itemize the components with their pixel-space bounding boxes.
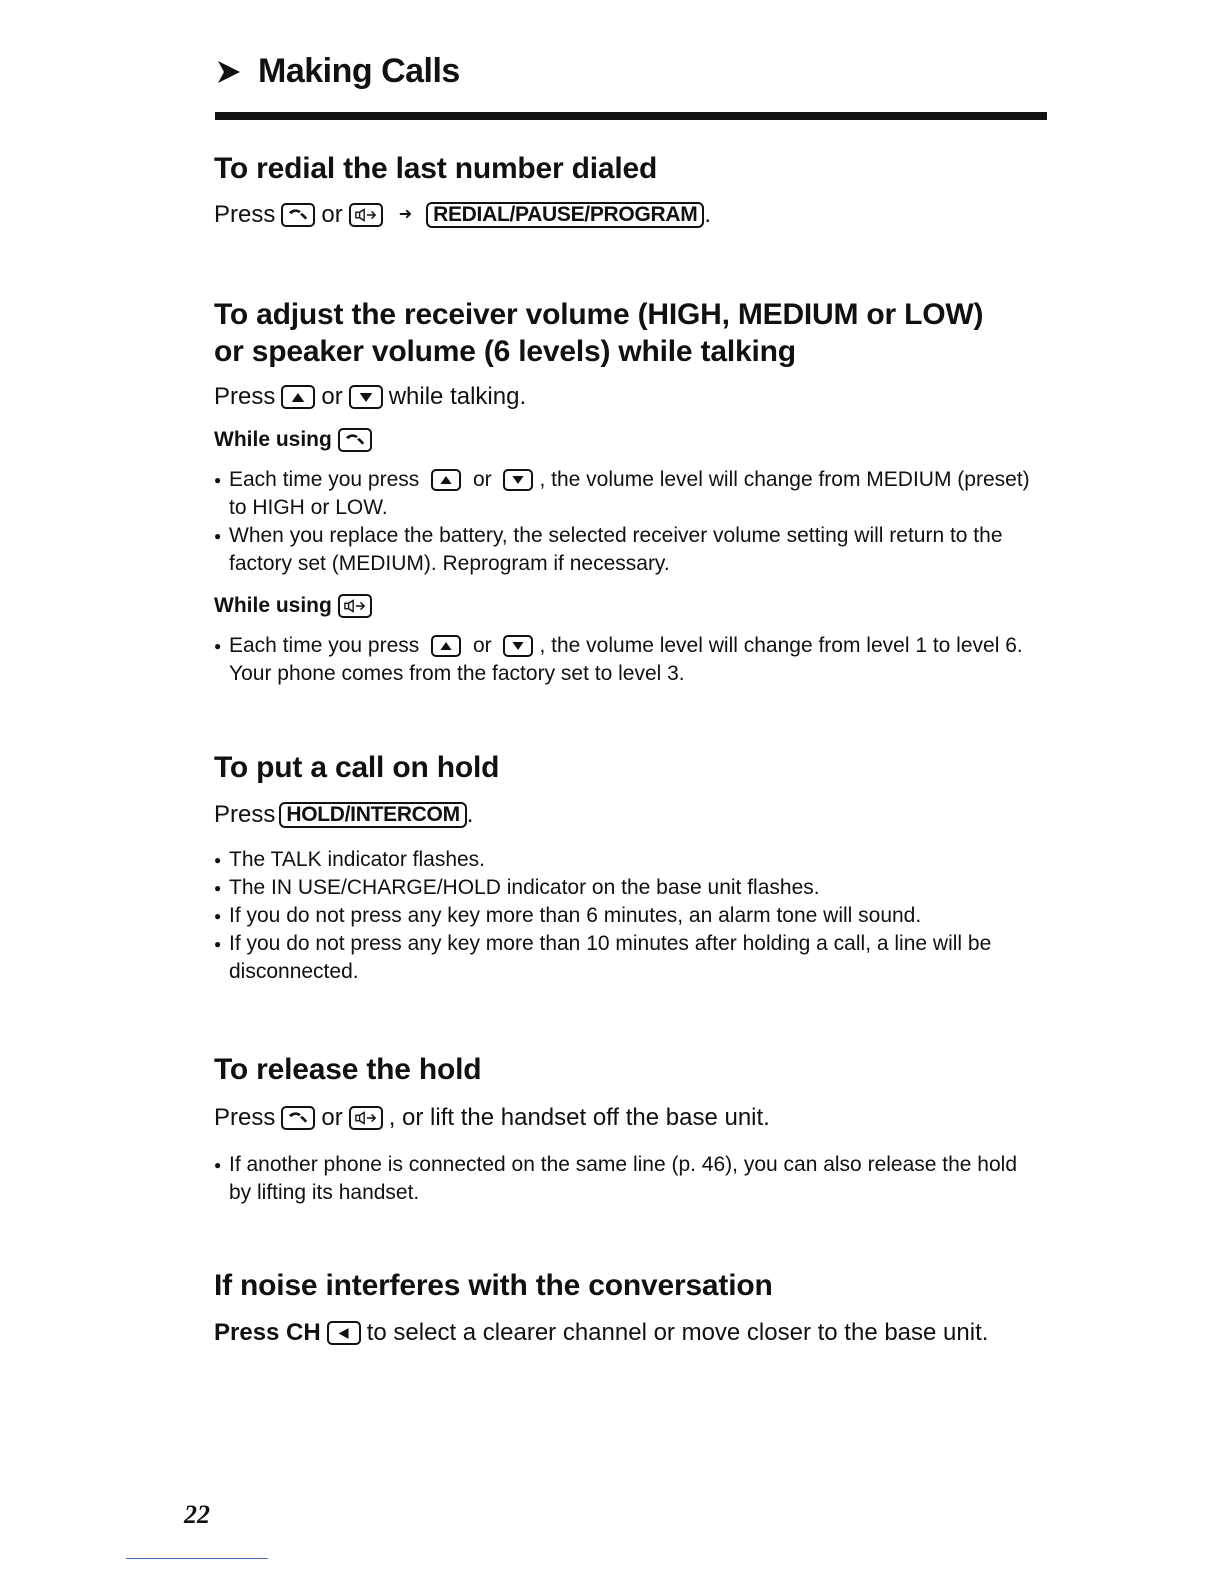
- volume-instruction: [214, 382, 526, 412]
- tail-text: , or lift the handset off the base unit.: [388, 1104, 770, 1131]
- volume-up-key-icon: [431, 469, 461, 491]
- press-text: Press: [214, 801, 276, 828]
- tail-text: while talking.: [388, 383, 527, 410]
- hold-intercom-key-label: HOLD/INTERCOM: [279, 802, 466, 828]
- or-text: or: [472, 634, 492, 657]
- while-using-label: While using: [214, 428, 332, 451]
- footer-line: [126, 1558, 268, 1559]
- release-instruction: [214, 1103, 770, 1133]
- end-text: .: [466, 801, 474, 828]
- talk-key-icon: [338, 428, 372, 452]
- or-text: or: [472, 468, 492, 491]
- hold-notes: [214, 846, 1044, 986]
- redial-heading: To redial the last number dialed: [214, 152, 658, 185]
- press-text: Press: [214, 1104, 276, 1131]
- channel-key-icon: [327, 1321, 361, 1345]
- while-using-label: While using: [214, 594, 332, 617]
- redial-key-label: REDIAL/PAUSE/PROGRAM: [426, 202, 704, 228]
- bullet-text: , the volume level will change from MEDIUM (preset) to HIGH or LOW.: [229, 468, 1030, 519]
- bullet-text: Each time you press: [229, 468, 420, 491]
- volume-down-key-icon: [503, 469, 533, 491]
- speaker-key-icon: [349, 203, 383, 227]
- hold-heading: To put a call on hold: [214, 751, 500, 784]
- speaker-key-icon: [338, 594, 372, 618]
- volume-down-key-icon: [349, 385, 383, 409]
- while-using-speaker: [214, 594, 378, 618]
- talk-key-icon: [281, 203, 315, 227]
- page-header: [216, 52, 460, 91]
- page-number: 22: [184, 1500, 210, 1529]
- hold-instruction: [214, 800, 473, 830]
- tail-text: to select a clearer channel or move closer to the base unit.: [366, 1319, 989, 1346]
- list-item: ● The TALK indicator flashes.: [214, 846, 1044, 874]
- list-item: ● If you do not press any key more than 6 minutes, an alarm tone will sound.: [214, 902, 1044, 930]
- volume-up-key-icon: [431, 635, 461, 657]
- bullet-text: Each time you press: [229, 634, 420, 657]
- or-text: or: [321, 1104, 343, 1131]
- list-item: ● If you do not press any key more than 10 minutes after holding a call, a line will be disconnected.: [214, 930, 1044, 986]
- list-item: [214, 466, 1044, 522]
- noise-instruction: [214, 1318, 988, 1348]
- talk-key-icon: [281, 1106, 315, 1130]
- noise-heading: If noise interferes with the conversation: [214, 1269, 773, 1302]
- speaker-key-icon: [349, 1106, 383, 1130]
- while-using-talk: [214, 428, 378, 452]
- section-arrow-icon: [216, 59, 242, 85]
- redial-instruction: [214, 200, 711, 230]
- press-ch-text: Press CH: [214, 1319, 321, 1346]
- volume-heading-line2: or speaker volume (6 levels) while talking: [214, 335, 796, 368]
- then-arrow-icon: ➜: [398, 206, 413, 223]
- list-item: ● If another phone is connected on the same line (p. 46), you can also release the hold by lifting its handset.: [214, 1151, 1044, 1207]
- press-text: Press: [214, 383, 276, 410]
- end-text: .: [704, 201, 712, 228]
- or-text: or: [321, 201, 343, 228]
- release-notes: [214, 1151, 1044, 1207]
- header-rule: [215, 112, 1047, 120]
- volume-heading-line1: To adjust the receiver volume (HIGH, MEDIUM or LOW): [214, 298, 984, 331]
- page-title: Making Calls: [258, 52, 460, 90]
- talk-volume-notes: [214, 466, 1044, 578]
- release-heading: To release the hold: [214, 1053, 482, 1086]
- press-text: Press: [214, 201, 276, 228]
- list-item: ● The IN USE/CHARGE/HOLD indicator on the base unit flashes.: [214, 874, 1044, 902]
- list-item: [214, 632, 1044, 688]
- volume-down-key-icon: [503, 635, 533, 657]
- or-text: or: [321, 383, 343, 410]
- speaker-volume-notes: [214, 632, 1044, 688]
- volume-up-key-icon: [281, 385, 315, 409]
- list-item: ● When you replace the battery, the selected receiver volume setting will return to the factory set (MEDIUM). Reprogram if necessary.: [214, 522, 1044, 578]
- bullet-text: , the volume level will change from level 1 to level 6. Your phone comes from the factory set to level 3.: [229, 634, 1023, 685]
